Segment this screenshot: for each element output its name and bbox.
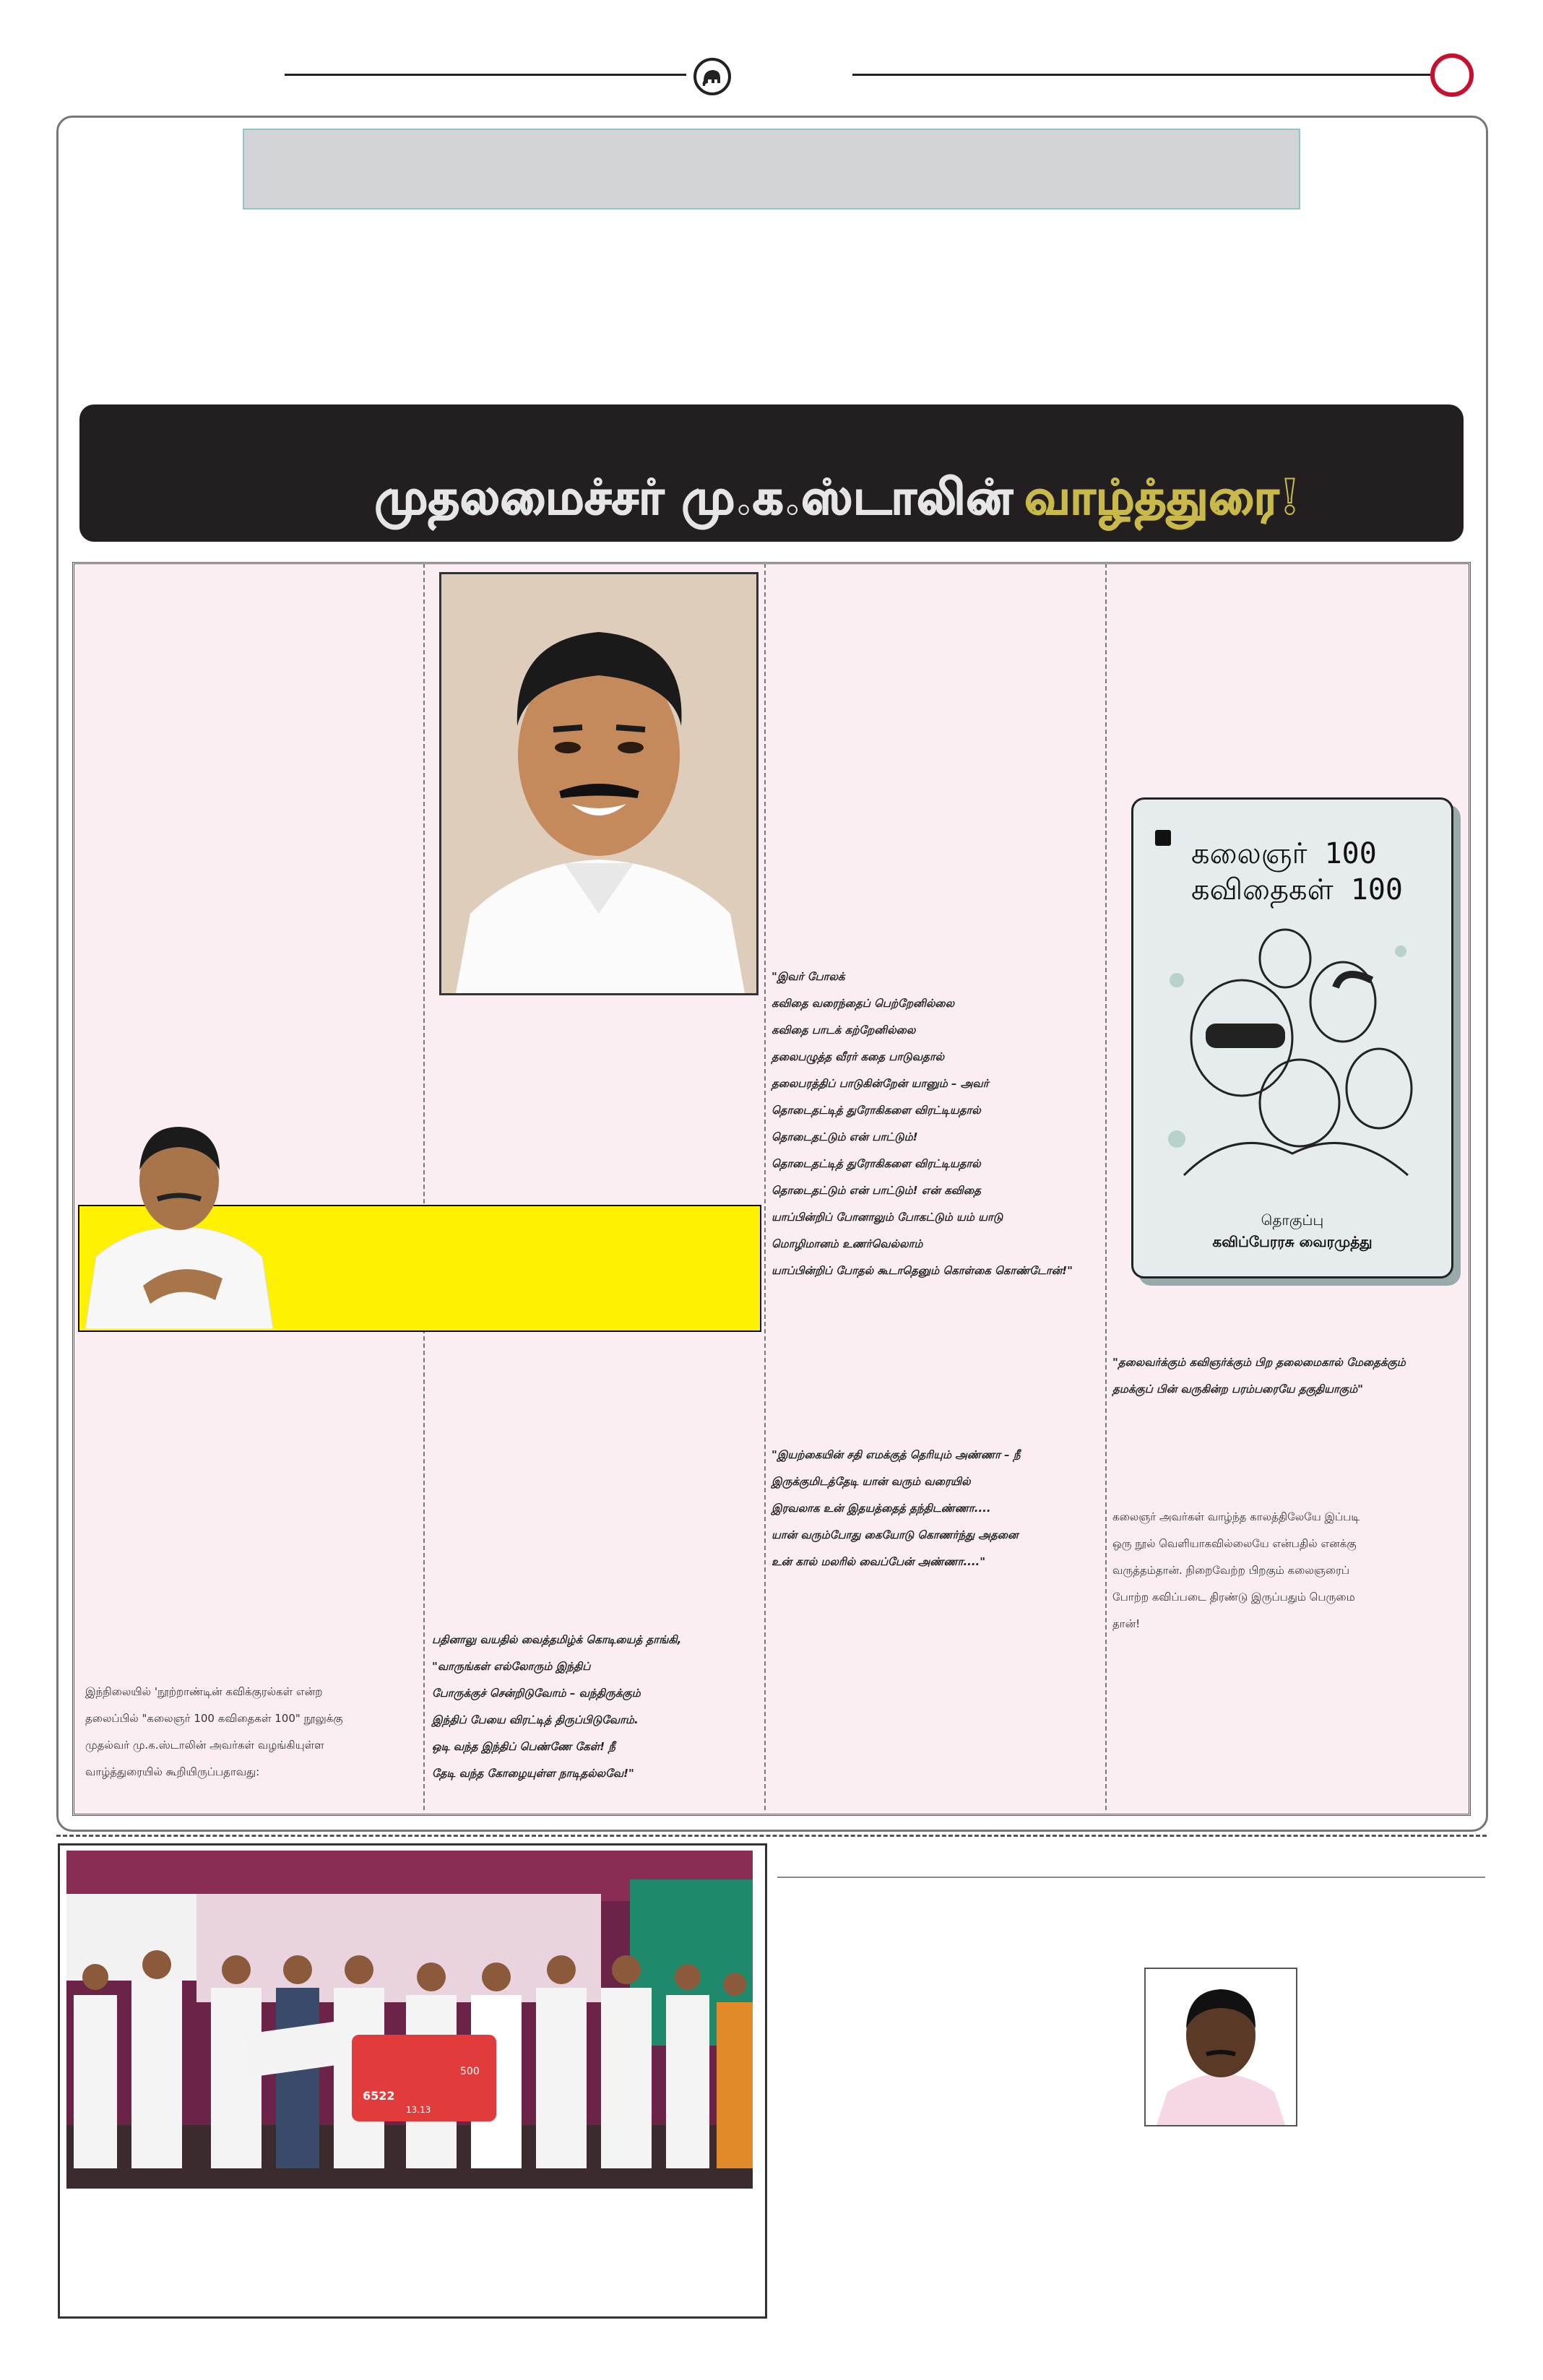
red-circle-icon [1430, 53, 1474, 97]
author-image [1146, 1969, 1296, 2125]
card-number: 6522 [363, 2089, 395, 2103]
event-photo [66, 1851, 753, 2189]
book-cover [1131, 797, 1453, 1278]
book-title-line1: கலைஞர் 100 [1191, 837, 1377, 870]
section-separator [56, 1835, 1487, 1837]
column-divider-3 [1105, 563, 1107, 1810]
stalin-portrait [439, 572, 758, 995]
book-compiler: கவிப்பேரரசு வைரமுத்து [1212, 1233, 1373, 1250]
headline-part2: வாழ்த்துரை! [1024, 469, 1301, 525]
vairamuthu-photo [78, 1112, 288, 1329]
column1-intro-text: இந்நிலையில் 'நூற்றாண்டின் கவிக்குரல்கள் என்ற தலைப்பில் "கலைஞர் 100 கவிதைகள் 100" நூலுக்கு முதல்வர் மு.க.ஸ்டாலின் அவர்கள் வழங்கியுள்ள வாழ்த்துரையில் கூறியிருப்பதாவது: [85, 1685, 343, 1778]
column-divider-2 [764, 563, 766, 1810]
top-banner [243, 129, 1300, 209]
card-amount: 500 [460, 2066, 480, 2077]
elephant-logo-icon [693, 58, 731, 95]
column4-quote: "தலைவர்க்கும் கவிஞர்க்கும் பிற தலைமைகால் மேதைக்கும் தமக்குப் பின் வருகின்ற பரம்பரையே தகுதியாகும்" [1112, 1356, 1406, 1395]
publisher-logo-icon [1155, 830, 1171, 846]
column-divider-1 [423, 563, 425, 1810]
headline-bar [79, 404, 1464, 542]
column4-text: கலைஞர் அவர்கள் வாழ்ந்த காலத்திலேயே இப்படி ஒரு நூல் வெளியாகவில்லையே என்பதில் எனக்கு வருத்தம்தான். நிறைவேற்ற பிறகும் கலைஞரைப் போற்ற கவிப்படை திரண்டு இருப்பதும் பெருமை தான்! [1112, 1510, 1360, 1630]
stalin-portrait-image [441, 574, 756, 993]
elephant-icon [696, 61, 728, 92]
vairamuthu-image [78, 1112, 288, 1329]
card-year: 13.13 [406, 2105, 431, 2115]
headline-part1: முதலமைச்சர் மு.க.ஸ்டாலின் [374, 469, 1013, 525]
column3-poem-a: "இவர் போலக் கவிதை வரைந்தைப் பெற்றேனில்லை கவிதை பாடக் கற்றேனில்லை தலைபழுத்த வீரர் கதை பாடுவதால் தலைபரத்திப் பாடுகின்றேன் யானும் – அவர் தொடைதட்டித் துரோகிகளை விரட்டியதால் தொடைதட்டும் என் பாட்டும்! தொடைதட்டித் துரோகிகளை விரட்டியதால் தொடைதட்டும் என் பாட்டும்! என் கவிதை யாப்பின்றிப் போனாலும் போகட்டும் யம் யாடு மொழிமானம் உணர்வெல்லாம் யாப்பின்றிப் போதல் கூடாதெனும் கொள்கை கொண்டோன்!" [772, 970, 1073, 1277]
book-illustration [1162, 922, 1422, 1182]
book-title [1191, 836, 1403, 908]
book-compiled-label: தொகுப்பு [1261, 1211, 1324, 1229]
author-photo [1144, 1968, 1297, 2126]
event-photo-image [66, 1851, 753, 2189]
column3-poem-b: "இயற்கையின் சதி எமக்குத் தெரியும் அண்ணா – நீ இருக்குமிடத்தேடி யான் வரும் வரையில் இரவலாக உன் இதயத்தைத் தந்திடண்ணா.... யான் வரும்போது கையோடு கொணர்ந்து அதனை உன் கால் மலரில் வைப்பேன் அண்ணா...." [772, 1448, 1021, 1568]
header-rule-left [285, 74, 686, 76]
right-column-rule [777, 1877, 1485, 1878]
book-title-line2: கவிதைகள் 100 [1191, 873, 1404, 906]
headline-title [375, 469, 1301, 532]
header-rule-right [852, 74, 1430, 76]
column2-poem-text: பதினாலு வயதில் வைத்தமிழ்க் கொடியைத் தாங்கி, "வாருங்கள் எல்லோரும் இந்திப் போருக்குச் சென்றிடுவோம் – வந்திருக்கும் இந்திப் பேயை விரட்டித் திருப்பிடுவோம். ஒடி வந்த இந்திப் பெண்ணே கேள்! நீ தேடி வந்த கோழையுள்ள நாடிதல்லவே!" [432, 1633, 682, 1780]
